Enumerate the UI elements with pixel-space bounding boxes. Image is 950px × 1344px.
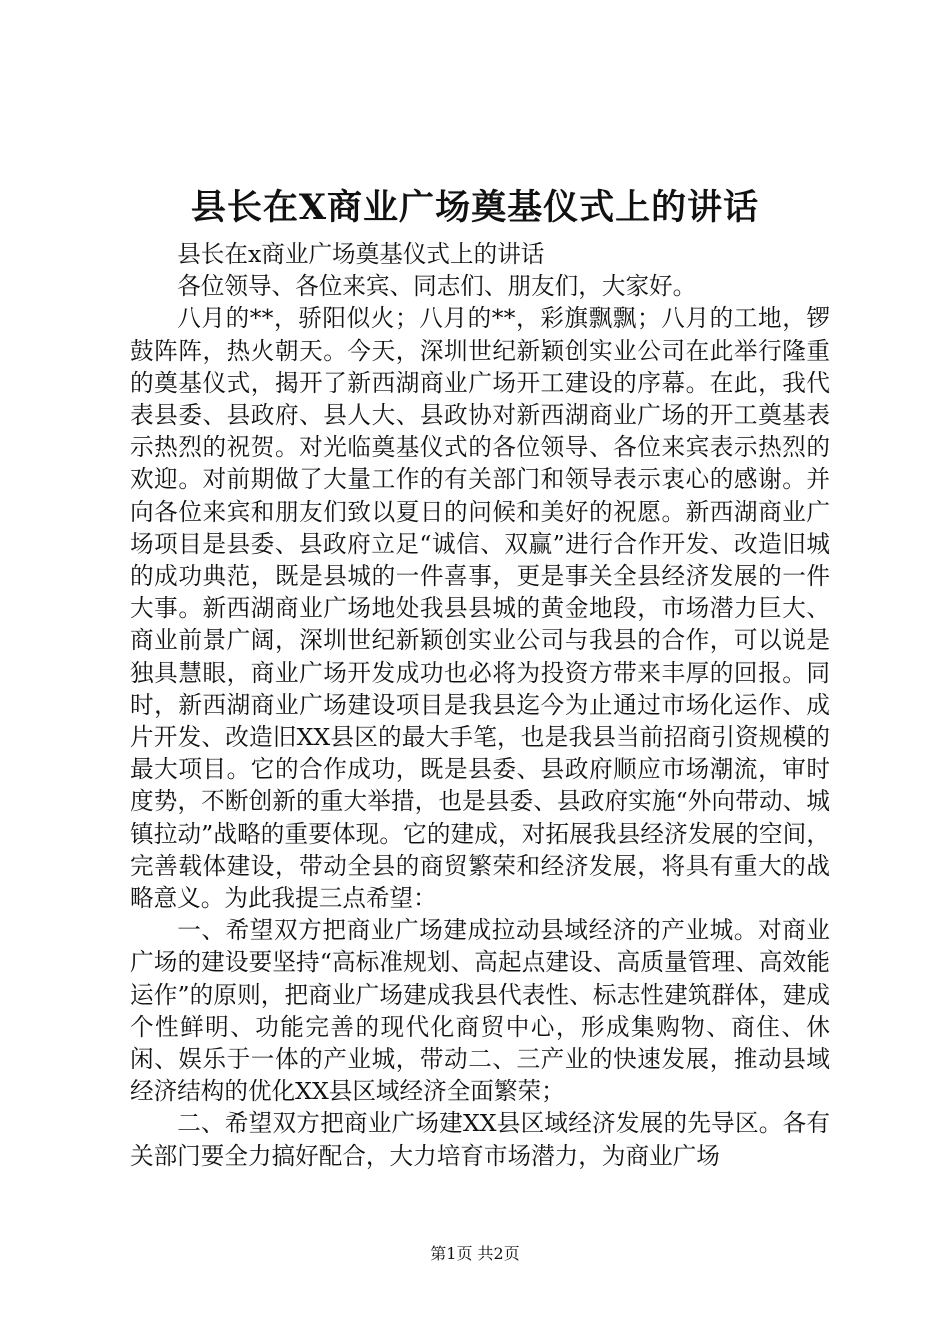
paragraph-intro: 八月的**，骄阳似火；八月的**，彩旗飘飘；八月的工地，锣鼓阵阵，热火朝天。今天，深圳世纪新颖创实业公司在此举行隆重的奠基仪式，揭开了新西湖商业广场开工建设的序幕。在此，我代表县委、县政府、县人大、县政协对新西湖商业广场的开工奠基表示热烈的祝贺。对光临奠基仪式的各位领导、各位来宾表示热烈的欢迎。对前期做了大量工作的有关部门和领导表示衷心的感谢。并向各位来宾和朋友们致以夏日的问候和美好的祝愿。新西湖商业广场项目是县委、县政府立足“诚信、双赢”进行合作开发、改造旧城的成功典范，既是县城的一件喜事，更是事关全县经济发展的一件大事。新西湖商业广场地处我县县城的黄金地段，市场潜力巨大、商业前景广阔，深圳世纪新颖创实业公司与我县的合作，可以说是独具慧眼，商业广场开发成功也必将为投资方带来丰厚的回报。同时，新西湖商业广场建设项目是我县迄今为止通过市场化运作、成片开发、改造旧XX县区的最大手笔，也是我县当前招商引资规模的最大项目。它的合作成功，既是县委、县政府顺应市场潮流，审时度势，不断创新的重大举措，也是县委、县政府实施“外向带动、城镇拉动”战略的重要体现。它的建成，对拓展我县经济发展的空间，完善载体建设，带动全县的商贸繁荣和经济发展，将具有重大的战略意义。为此我提三点希望： <box>130 304 830 913</box>
document-body <box>130 238 830 1172</box>
document-title: 县长在X商业广场奠基仪式上的讲话 <box>190 187 760 228</box>
paragraph-greeting: 各位领导、各位来宾、同志们、朋友们，大家好。 <box>177 272 697 301</box>
paragraph-hope-2: 二、希望双方把商业广场建XX县区域经济发展的先导区。各有关部门要全力搞好配合，大力培育市场潜力，为商业广场 <box>130 1109 830 1170</box>
paragraph-subtitle: 县长在x商业广场奠基仪式上的讲话 <box>177 240 545 268</box>
paragraph-hope-1: 一、希望双方把商业广场建成拉动县域经济的产业城。对商业广场的建设要坚持“高标准规划、高起点建设、高质量管理、高效能运作”的原则，把商业广场建成我县代表性、标志性建筑群体，建成个性鲜明、功能完善的现代化商贸中心，形成集购物、商住、休闲、娱乐于一体的产业城，带动二、三产业的快速发展，推动县域经济结构的优化XX县区域经济全面繁荣； <box>130 916 830 1106</box>
page-footer: 第1页 共2页 <box>430 1244 520 1263</box>
